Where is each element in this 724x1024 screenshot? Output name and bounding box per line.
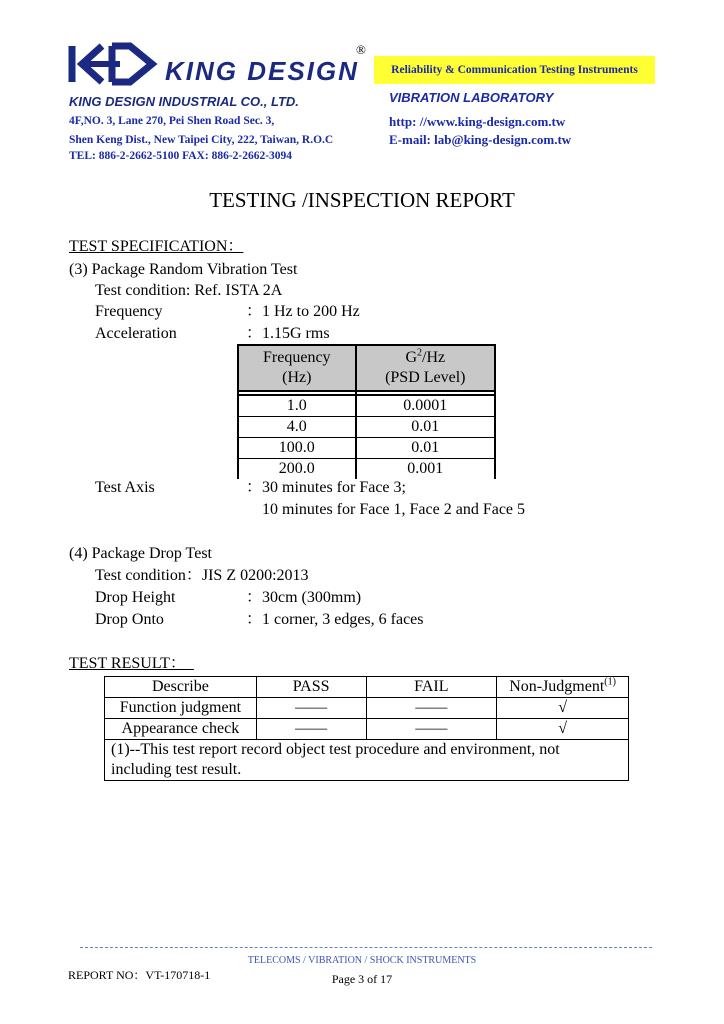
- drop-onto-value: ：1 corner, 3 edges, 6 faces: [246, 611, 424, 628]
- fail-cell: ——: [366, 698, 497, 719]
- psd-header-g: G: [405, 349, 418, 366]
- psd-freq-cell: 200.0: [238, 459, 356, 480]
- result-note-row: [105, 740, 629, 781]
- header-nonjudgment-text: Non-Judgment: [509, 678, 605, 695]
- header-describe: Describe: [105, 677, 257, 698]
- fail-cell: ——: [366, 719, 497, 740]
- result-note-line1: (1)--This test report record object test procedure and environment, not: [111, 741, 560, 758]
- describe-cell: Appearance check: [105, 719, 257, 740]
- result-note: [105, 740, 629, 781]
- registered-mark: ®: [356, 42, 366, 57]
- tel-fax: TEL: 886-2-2662-5100 FAX: 886-2-2662-3094: [69, 150, 293, 162]
- random-test-condition: Test condition: Ref. ISTA 2A: [95, 282, 283, 299]
- page-number: Page 3 of 17: [331, 972, 393, 986]
- drop-height-value: ：30cm (300mm): [246, 589, 362, 606]
- test-axis-value-1: ：30 minutes for Face 3;: [246, 479, 406, 496]
- describe-cell: Function judgment: [105, 698, 257, 719]
- header-nonjudgment: [497, 677, 629, 698]
- report-number: REPORT NO：VT-170718-1: [68, 968, 211, 982]
- nonjudgment-cell: √: [497, 698, 629, 719]
- drop-height-label: Drop Height: [95, 589, 176, 606]
- drop-test-condition: Test condition：JIS Z 0200:2013: [95, 567, 309, 584]
- result-heading: [69, 654, 194, 674]
- pass-cell: ——: [256, 698, 366, 719]
- psd-level-cell: 0.001: [356, 459, 495, 480]
- frequency-label: Frequency: [95, 303, 163, 320]
- table-row: [238, 417, 495, 438]
- header-pass: PASS: [256, 677, 366, 698]
- psd-table: [237, 344, 496, 479]
- psd-level-cell: 0.01: [356, 417, 495, 438]
- psd-header-unit: /Hz: [422, 349, 446, 366]
- footer-category: TELECOMS / VIBRATION / SHOCK INSTRUMENTS: [247, 955, 477, 966]
- result-table: [104, 676, 629, 781]
- result-heading-text: TEST RESULT：: [69, 655, 186, 672]
- random-test-title: (3) Package Random Vibration Test: [69, 261, 298, 278]
- logo-wordmark: KING DESIGN: [165, 56, 359, 86]
- psd-header-frequency: [238, 345, 356, 391]
- email-link[interactable]: E-mail: lab@king-design.com.tw: [389, 132, 572, 147]
- drop-test-title: (4) Package Drop Test: [69, 545, 212, 562]
- psd-level-cell: 0.0001: [356, 395, 495, 417]
- test-axis-value-2: 10 minutes for Face 1, Face 2 and Face 5: [262, 501, 526, 518]
- address-line-1: 4F,NO. 3, Lane 270, Pei Shen Road Sec. 3,: [69, 115, 275, 127]
- footer-divider: [80, 947, 652, 948]
- company-name: KING DESIGN INDUSTRIAL CO., LTD.: [69, 94, 299, 109]
- result-note-line2: including test result.: [111, 761, 242, 778]
- address-line-2: Shen Keng Dist., New Taipei City, 222, Taiwan, R.O.C: [69, 134, 334, 146]
- psd-table-header: [238, 345, 495, 391]
- psd-freq-cell: 100.0: [238, 438, 356, 459]
- psd-header-level: [356, 345, 495, 391]
- lab-name: VIBRATION LABORATORY: [389, 90, 554, 105]
- spec-heading: TEST SPECIFICATION：: [69, 238, 244, 255]
- table-row: [105, 698, 629, 719]
- psd-header-frequency-line1: Frequency: [263, 349, 331, 366]
- table-row: [238, 459, 495, 480]
- acceleration-value: ：1.15G rms: [246, 325, 330, 342]
- table-row: [238, 395, 495, 417]
- psd-header-frequency-line2: (Hz): [282, 369, 312, 386]
- acceleration-label: Acceleration: [95, 325, 177, 342]
- psd-header-level-line2: (PSD Level): [385, 369, 466, 386]
- result-table-header: [105, 677, 629, 698]
- test-axis-label: Test Axis: [95, 479, 155, 496]
- banner: Reliability & Communication Testing Instruments: [374, 56, 655, 84]
- drop-onto-label: Drop Onto: [95, 611, 164, 628]
- pass-cell: ——: [256, 719, 366, 740]
- nonjudgment-cell: √: [497, 719, 629, 740]
- psd-header-sup: 2: [417, 347, 423, 359]
- psd-freq-cell: 1.0: [238, 395, 356, 417]
- report-title: TESTING /INSPECTION REPORT: [209, 188, 515, 212]
- psd-freq-cell: 4.0: [238, 417, 356, 438]
- table-row: [105, 719, 629, 740]
- header-nonjudgment-sup: (1): [604, 676, 616, 688]
- header-fail: FAIL: [366, 677, 497, 698]
- frequency-value: ：1 Hz to 200 Hz: [246, 303, 360, 320]
- table-row: [238, 438, 495, 459]
- psd-level-cell: 0.01: [356, 438, 495, 459]
- website-link[interactable]: http: //www.king-design.com.tw: [389, 114, 566, 129]
